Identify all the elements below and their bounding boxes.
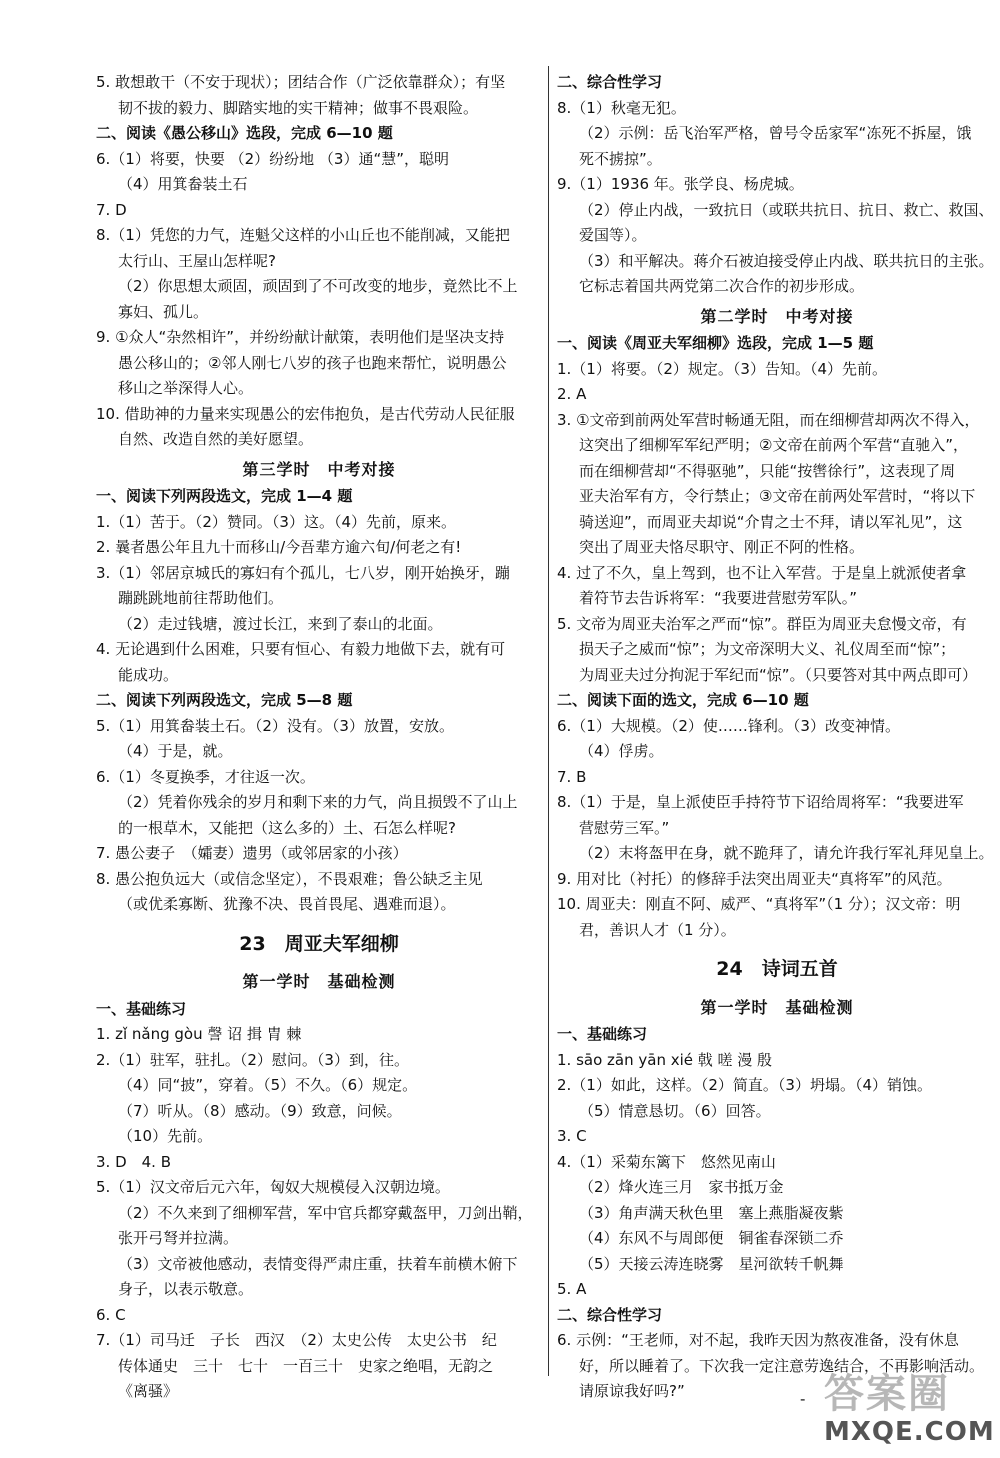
- answer-continuation: 死不掳掠”。: [579, 149, 662, 168]
- answer-continuation: （4）于是，就。: [118, 742, 233, 760]
- answer-line: 8.（1）于是，皇上派使臣手持符节下诏给周将军：“我要进军: [557, 793, 964, 811]
- answer-continuation: 损天子之威而“惊”；为文帝深明大义、礼仪周至而“惊”；: [579, 640, 956, 658]
- column-divider: [548, 66, 549, 1376]
- answer-continuation: （7）听从。（8）感动。（9）致意，问候。: [118, 1101, 402, 1120]
- answer-continuation: 君，善识人才（1 分）。: [579, 920, 736, 939]
- section-heading: 二、阅读下列两段选文，完成 5—8 题: [96, 691, 353, 709]
- answer-line: 6. 示例：“王老师，对不起，我昨天因为熬夜准备，没有休息: [557, 1331, 959, 1349]
- answer-line: 10. 借助神的力量来实现愚公的宏伟抱负，是古代劳动人民征服: [96, 404, 515, 423]
- section-heading: 一、基础练习: [96, 999, 187, 1018]
- answer-continuation: 太行山、王屋山怎样呢?: [118, 251, 276, 270]
- answer-line: 7. 愚公妻子 （孀妻）遗男（或邻居家的小孩）: [96, 844, 408, 862]
- answer-line: 8.（1）秋毫无犯。: [557, 98, 686, 117]
- answer-continuation: 张开弓弩并拉满。: [118, 1229, 239, 1247]
- answer-continuation: （3）和平解决。蒋介石被迫接受停止内战、联共抗日的主张。: [579, 251, 994, 270]
- answer-continuation: （4）俘虏。: [579, 742, 664, 760]
- answer-line: 6.（1）冬夏换季，才往返一次。: [96, 767, 315, 786]
- answer-line: 4. 无论遇到什么困难，只要有恒心、有毅力地做下去，就有可: [96, 640, 506, 658]
- section-heading: 二、综合性学习: [557, 73, 663, 91]
- page-number: -: [800, 1390, 806, 1408]
- answer-continuation: 移山之举深得人心。: [118, 379, 254, 397]
- right-column: [557, 70, 997, 1405]
- answer-continuation: 爱国等）。: [579, 226, 647, 244]
- answer-line: 1.（1）将要。（2）规定。（3）告知。（4）先前。: [557, 359, 887, 378]
- answer-continuation: （3）文帝被他感动，表情变得严肃庄重，扶着车前横木俯下: [118, 1254, 518, 1273]
- lesson-subheading: 第一学时 基础检测: [700, 997, 854, 1017]
- answer-continuation: （5）天接云涛连晓雾 星河欲转千帆舞: [579, 1254, 844, 1273]
- answer-line: 9. 用对比（衬托）的修辞手法突出周亚夫“真将军”的风范。: [557, 869, 952, 888]
- answer-continuation: 蹦跳跳地前往帮助他们。: [118, 589, 284, 607]
- answer-line: 9. ①众人“杂然相许”，并纷纷献计献策，表明他们是坚决支持: [96, 328, 505, 346]
- answer-continuation: 《离骚》: [118, 1382, 179, 1400]
- answer-continuation: 着符节去告诉将军：“我要进营慰劳军队。”: [579, 589, 858, 607]
- section-heading: 一、阅读下列两段选文，完成 1—4 题: [96, 487, 353, 505]
- answer-line: 3. C: [557, 1127, 587, 1145]
- answer-continuation: 骑送迎”，而周亚夫却说“介胄之士不拜，请以军礼见”，这: [579, 512, 963, 531]
- answer-line: 8. 愚公抱负远大（或信念坚定），不畏艰难；鲁公缺乏主见: [96, 869, 483, 888]
- answer-line: 8.（1）凭您的力气，连魁父这样的小山丘也不能削减，又能把: [96, 226, 510, 244]
- answer-line: 5. A: [557, 1280, 587, 1298]
- answer-continuation: 自然、改造自然的美好愿望。: [118, 430, 314, 448]
- answer-continuation: （2）停止内战，一致抗日（或联共抗日、抗日、救亡、救国、: [579, 200, 994, 219]
- answer-line: 5.（1）用箕畚装土石。（2）没有。（3）放置，安放。: [96, 716, 454, 735]
- section-heading: 一、基础练习: [557, 1025, 648, 1043]
- answer-line: 2. 曩者愚公年且九十而移山/今吾辈方逾六旬/何老之有!: [96, 538, 462, 556]
- answer-continuation: 请原谅我好吗?”: [579, 1382, 685, 1400]
- section-heading: 一、阅读《周亚夫军细柳》选段，完成 1—5 题: [557, 334, 874, 352]
- answer-continuation: （4）东风不与周郎便 铜雀春深锁二乔: [579, 1229, 844, 1247]
- answer-continuation: （5）情意恳切。（6）回答。: [579, 1101, 771, 1120]
- answer-line: 4.（1）采菊东篱下 悠然见南山: [557, 1152, 776, 1171]
- answer-line: 4. 过了不久，皇上驾到，也不让入军营。于是皇上就派使者拿: [557, 563, 967, 582]
- answer-continuation: （2）凭着你残余的岁月和剩下来的力气，尚且损毁不了山上: [118, 793, 518, 811]
- left-column: [96, 70, 542, 1405]
- answer-line: 2. A: [557, 385, 587, 403]
- answer-continuation: 身子，以表示敬意。: [118, 1280, 254, 1298]
- answer-line: 3. ①文帝到前两处军营时畅通无阻，而在细柳营却两次不得入，: [557, 410, 980, 429]
- answer-continuation: 亚夫治军有方，令行禁止；③文帝在前两处军营时，“将以下: [579, 487, 976, 505]
- answer-continuation: 传体通史 三十 七十 一百三十 史家之绝唱，无韵之: [118, 1356, 494, 1375]
- answer-continuation: （10）先前。: [118, 1127, 213, 1145]
- answer-continuation: 为周亚夫过分拘泥于军纪而“惊”。（只要答对其中两点即可）: [579, 665, 978, 684]
- answer-continuation: 的一根草木，又能把（这么多的）土、石怎么样呢?: [118, 818, 456, 837]
- answer-continuation: 这突出了细柳军军纪严明；②文帝在前两个军营“直驰入”，: [579, 436, 968, 454]
- answer-continuation: 突出了周亚夫恪尽职守、刚正不阿的性格。: [579, 538, 865, 556]
- answer-continuation: （2）烽火连三月 家书抵万金: [579, 1178, 784, 1196]
- answer-continuation: 它标志着国共两党第二次合作的初步形成。: [579, 277, 865, 295]
- answer-line: 3. D 4. B: [96, 1152, 172, 1171]
- answer-continuation: 能成功。: [118, 665, 179, 684]
- answer-continuation: （4）同“披”，穿着。（5）不久。（6）规定。: [118, 1076, 418, 1094]
- answer-continuation: （2）末将盔甲在身，就不跪拜了，请允许我行军礼拜见皇上。: [579, 844, 994, 862]
- answer-line: 6.（1）将要，快要 （2）纷纷地 （3）通“慧”，聪明: [96, 149, 450, 168]
- answer-continuation: 营慰劳三军。”: [579, 818, 670, 837]
- answer-line: 1. zǐ nǎng gòu 謦 诏 揖 胄 棘: [96, 1025, 302, 1043]
- answer-continuation: （4）用箕畚装土石: [118, 175, 248, 193]
- answer-line: 10. 周亚夫：刚直不阿、威严、“真将军”（1 分）；汉文帝：明: [557, 895, 961, 913]
- chapter-title: 24 诗词五首: [716, 958, 838, 980]
- lesson-subheading: 第二学时 中考对接: [700, 306, 854, 326]
- answer-continuation: （或优柔寡断、犹豫不决、畏首畏尾、遇难而退）。: [118, 895, 456, 913]
- watermark-top-text: 答案圈: [824, 1371, 950, 1417]
- answer-continuation: 愚公移山的；②邻人刚七八岁的孩子也跑来帮忙，说明愚公: [118, 353, 507, 372]
- answer-continuation: 而在细柳营却“不得驱驰”，只能“按辔徐行”，这表现了周: [579, 461, 956, 480]
- answer-continuation: 韧不拔的毅力、脚踏实地的实干精神；做事不畏艰险。: [118, 98, 479, 117]
- answer-line: 5.（1）汉文帝后元六年，匈奴大规模侵入汉朝边境。: [96, 1178, 450, 1196]
- answer-line: 2.（1）驻军，驻扎。（2）慰问。（3）到，往。: [96, 1050, 409, 1069]
- answer-continuation: 寡妇、孤儿。: [118, 302, 209, 321]
- section-heading: 二、阅读下面的选文，完成 6—10 题: [557, 691, 809, 709]
- answer-line: 7. D: [96, 200, 127, 219]
- answer-line: 5. 敢想敢干（不安于现状）；团结合作（广泛依靠群众）；有坚: [96, 73, 506, 91]
- answer-continuation: （2）示例：岳飞治军严格，曾号令岳家军“冻死不拆屋，饿: [579, 124, 972, 142]
- answer-continuation: （3）角声满天秋色里 塞上燕脂凝夜紫: [579, 1203, 844, 1222]
- answer-line: 7.（1）司马迁 子长 西汉 （2）太史公传 太史公书 纪: [96, 1331, 497, 1349]
- lesson-subheading: 第三学时 中考对接: [242, 459, 396, 479]
- watermark-logo: [824, 1372, 1000, 1458]
- answer-line: 5. 文帝为周亚夫治军之严而“惊”。群臣为周亚夫怠慢文帝，有: [557, 614, 967, 633]
- answer-line: 7. B: [557, 767, 587, 786]
- answer-continuation: （2）你思想太顽固，顽固到了不可改变的地步，竟然比不上: [118, 277, 518, 295]
- answer-line: 6.（1）大规模。（2）使……锋利。（3）改变神情。: [557, 716, 900, 735]
- answer-continuation: （2）走过钱塘，渡过长江，来到了泰山的北面。: [118, 614, 443, 633]
- chapter-title: 23 周亚夫军细柳: [239, 932, 399, 955]
- answer-continuation: 好，所以睡着了。下次我一定注意劳逸结合，不再影响活动。: [579, 1356, 985, 1375]
- answer-line: 1.（1）苦于。（2）赞同。（3）这。（4）先前，原来。: [96, 512, 456, 531]
- answer-line: 1. sāo zān yān xié 戟 嗟 漫 殷: [557, 1050, 773, 1069]
- answer-line: 6. C: [96, 1305, 126, 1324]
- answer-line: 3.（1）邻居京城氏的寡妇有个孤儿，七八岁，刚开始换牙，蹦: [96, 563, 510, 582]
- answer-continuation: （2）不久来到了细柳军营，军中官兵都穿戴盔甲，刀剑出鞘，: [118, 1203, 533, 1222]
- answer-line: 9.（1）1936 年。张学良、杨虎城。: [557, 175, 804, 193]
- answer-line: 2.（1）如此，这样。（2）简直。（3）坍塌。（4）销蚀。: [557, 1076, 932, 1094]
- watermark-url-text: MXQE.COM: [824, 1417, 995, 1447]
- section-heading: 二、阅读《愚公移山》选段，完成 6—10 题: [96, 124, 393, 142]
- lesson-subheading: 第一学时 基础检测: [242, 972, 396, 991]
- section-heading: 二、综合性学习: [557, 1305, 663, 1324]
